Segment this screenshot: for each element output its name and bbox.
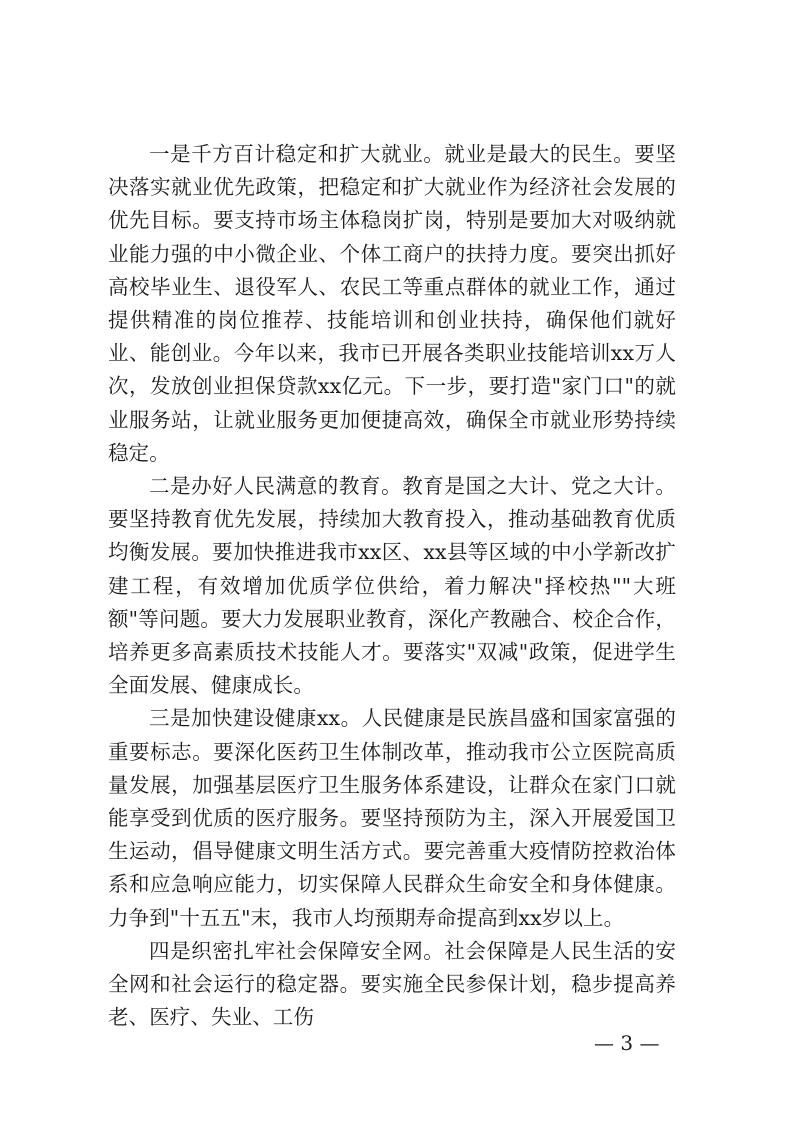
- paragraph-health: 三是加快建设健康xx。人民健康是民族昌盛和国家富强的重要标志。要深化医药卫生体制改革，推动我市公立医院高质量发展，加强基层医疗卫生服务体系建设，让群众在家门口就能享受到优质的医疗服务。要坚持预防为主，深入开展爱国卫生运动，倡导健康文明生活方式。要完善重大疫情防控救治体系和应急响应能力，切实保障人民群众生命安全和身体健康。力争到"十五五"末，我市人均预期寿命提高到xx岁以上。: [108, 706, 676, 930]
- paragraph-employment: 一是千方百计稳定和扩大就业。就业是最大的民生。要坚决落实就业优先政策，把稳定和扩大就业作为经济社会发展的优先目标。要支持市场主体稳岗扩岗，特别是要加大对吸纳就业能力强的中小微企业、个体工商户的扶持力度。要突出抓好高校毕业生、退役军人、农民工等重点群体的就业工作，通过提供精准的岗位推荐、技能培训和创业扶持，确保他们就好业、能创业。今年以来，我市已开展各类职业技能培训xx万人次，发放创业担保贷款xx亿元。下一步，要打造"家门口"的就业服务站，让就业服务更加便捷高效，确保全市就业形势持续稳定。: [108, 142, 676, 465]
- document-body: [108, 138, 676, 1034]
- paragraph-education: 二是办好人民满意的教育。教育是国之大计、党之大计。要坚持教育优先发展，持续加大教育投入，推动基础教育优质均衡发展。要加快推进我市xx区、xx县等区域的中小学新改扩建工程，有效增加优质学位供给，着力解决"择校热""大班额"等问题。要大力发展职业教育，深化产教融合、校企合作，培养更多高素质技术技能人才。要落实"双减"政策，促进学生全面发展、健康成长。: [108, 474, 676, 698]
- paragraph-social-security: 四是织密扎牢社会保障安全网。社会保障是人民生活的安全网和社会运行的稳定器。要实施全民参保计划，稳步提高养老、医疗、失业、工伤: [108, 938, 676, 1030]
- page-number: — 3 —: [594, 1031, 660, 1055]
